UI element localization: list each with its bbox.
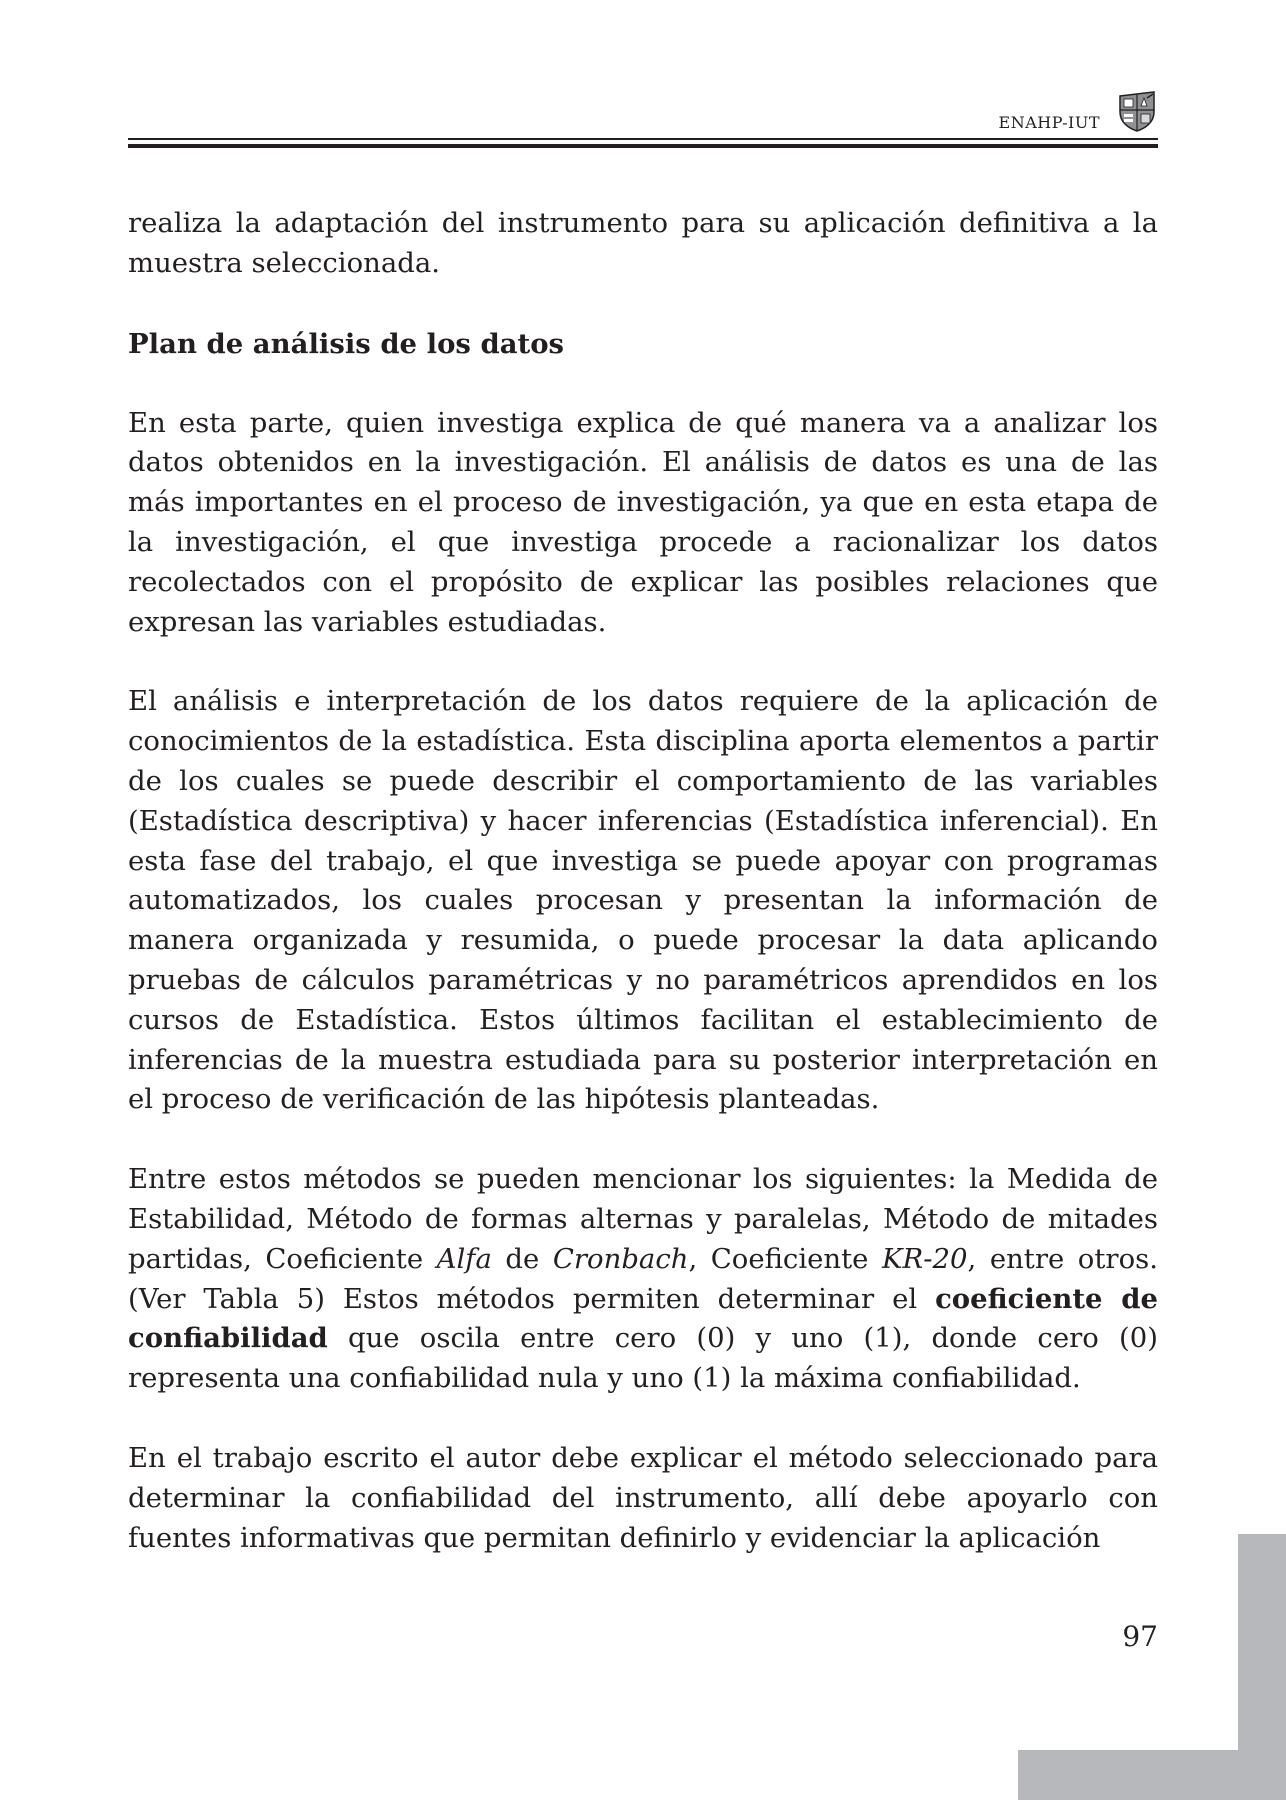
institution-shield-icon	[1116, 90, 1158, 132]
intro-continuation: realiza la adaptación del instrumento para su aplicación definitiva a la muestra seleccionada.	[128, 207, 1158, 279]
methods-italic-cronbach: Cronbach	[552, 1242, 689, 1275]
methods-text-e: que oscila entre cero (0) y uno (1), donde cero (0) representa una confiabilidad nula y uno (1) la máxima confiabilidad.	[128, 1322, 1158, 1395]
paragraph-data-analysis: En esta parte, quien investiga explica de qué manera va a analizar los datos obtenidos en la investigación. El análisis de datos es una de las más importantes en el proceso de investigación, ya que en esta etapa de la investigación, el que investiga procede a racionalizar los datos recolectados con el propósito de explicar las posibles relaciones que expresan las variables estudiadas.	[128, 406, 1158, 638]
methods-text-d: , entre otros. (Ver Tabla 5) Estos métodos permiten determinar el	[128, 1242, 1158, 1315]
methods-text-a: Entre estos métodos se pueden mencionar los siguientes: la Medida de Estabilidad, Método de formas alternas y paralelas, Método de mitades partidas, Coeficiente	[128, 1163, 1158, 1275]
methods-text-c: , Coeficiente	[688, 1242, 882, 1275]
body-content	[128, 204, 1158, 1558]
page-edge-tab-base	[1018, 1750, 1286, 1800]
header-rule-thin	[128, 138, 1158, 140]
header-rule-thick	[128, 144, 1158, 148]
header-label: ENAHP-IUT	[998, 113, 1100, 132]
page-header	[128, 86, 1158, 152]
page-number: 97	[1122, 1620, 1158, 1653]
paragraph-statistics: El análisis e interpretación de los datos requiere de la aplicación de conocimientos de la estadística. Esta disciplina aporta elementos a partir de los cuales se puede describir el comportamiento de las variables (Estadística descriptiva) y hacer inferencias (Estadística inferencial). En esta fase del trabajo, el que investiga se puede apoyar con programas automatizados, los cuales procesan y presentan la información de manera organizada y resumida, o puede procesar la data aplicando pruebas de cálculos paramétricas y no paramétricos aprendidos en los cursos de Estadística. Estos últimos facilitan el establecimiento de inferencias de la muestra estudiada para su posterior interpretación en el proceso de verificación de las hipótesis planteadas.	[128, 685, 1158, 1116]
methods-italic-alfa: Alfa	[436, 1242, 492, 1275]
methods-text-b: de	[491, 1242, 553, 1275]
section-heading: Plan de análisis de los datos	[128, 327, 565, 360]
methods-italic-kr20: KR-20	[881, 1242, 968, 1275]
paragraph-written-work: En el trabajo escrito el autor debe explicar el método seleccionado para determinar la confiabilidad del instrumento, allí debe apoyarlo con fuentes informativas que permitan definirlo y evidenciar la aplicación	[128, 1441, 1158, 1554]
methods-bold-term: coeficiente de confiabilidad	[128, 1282, 1158, 1355]
paragraph-methods	[128, 1160, 1158, 1399]
